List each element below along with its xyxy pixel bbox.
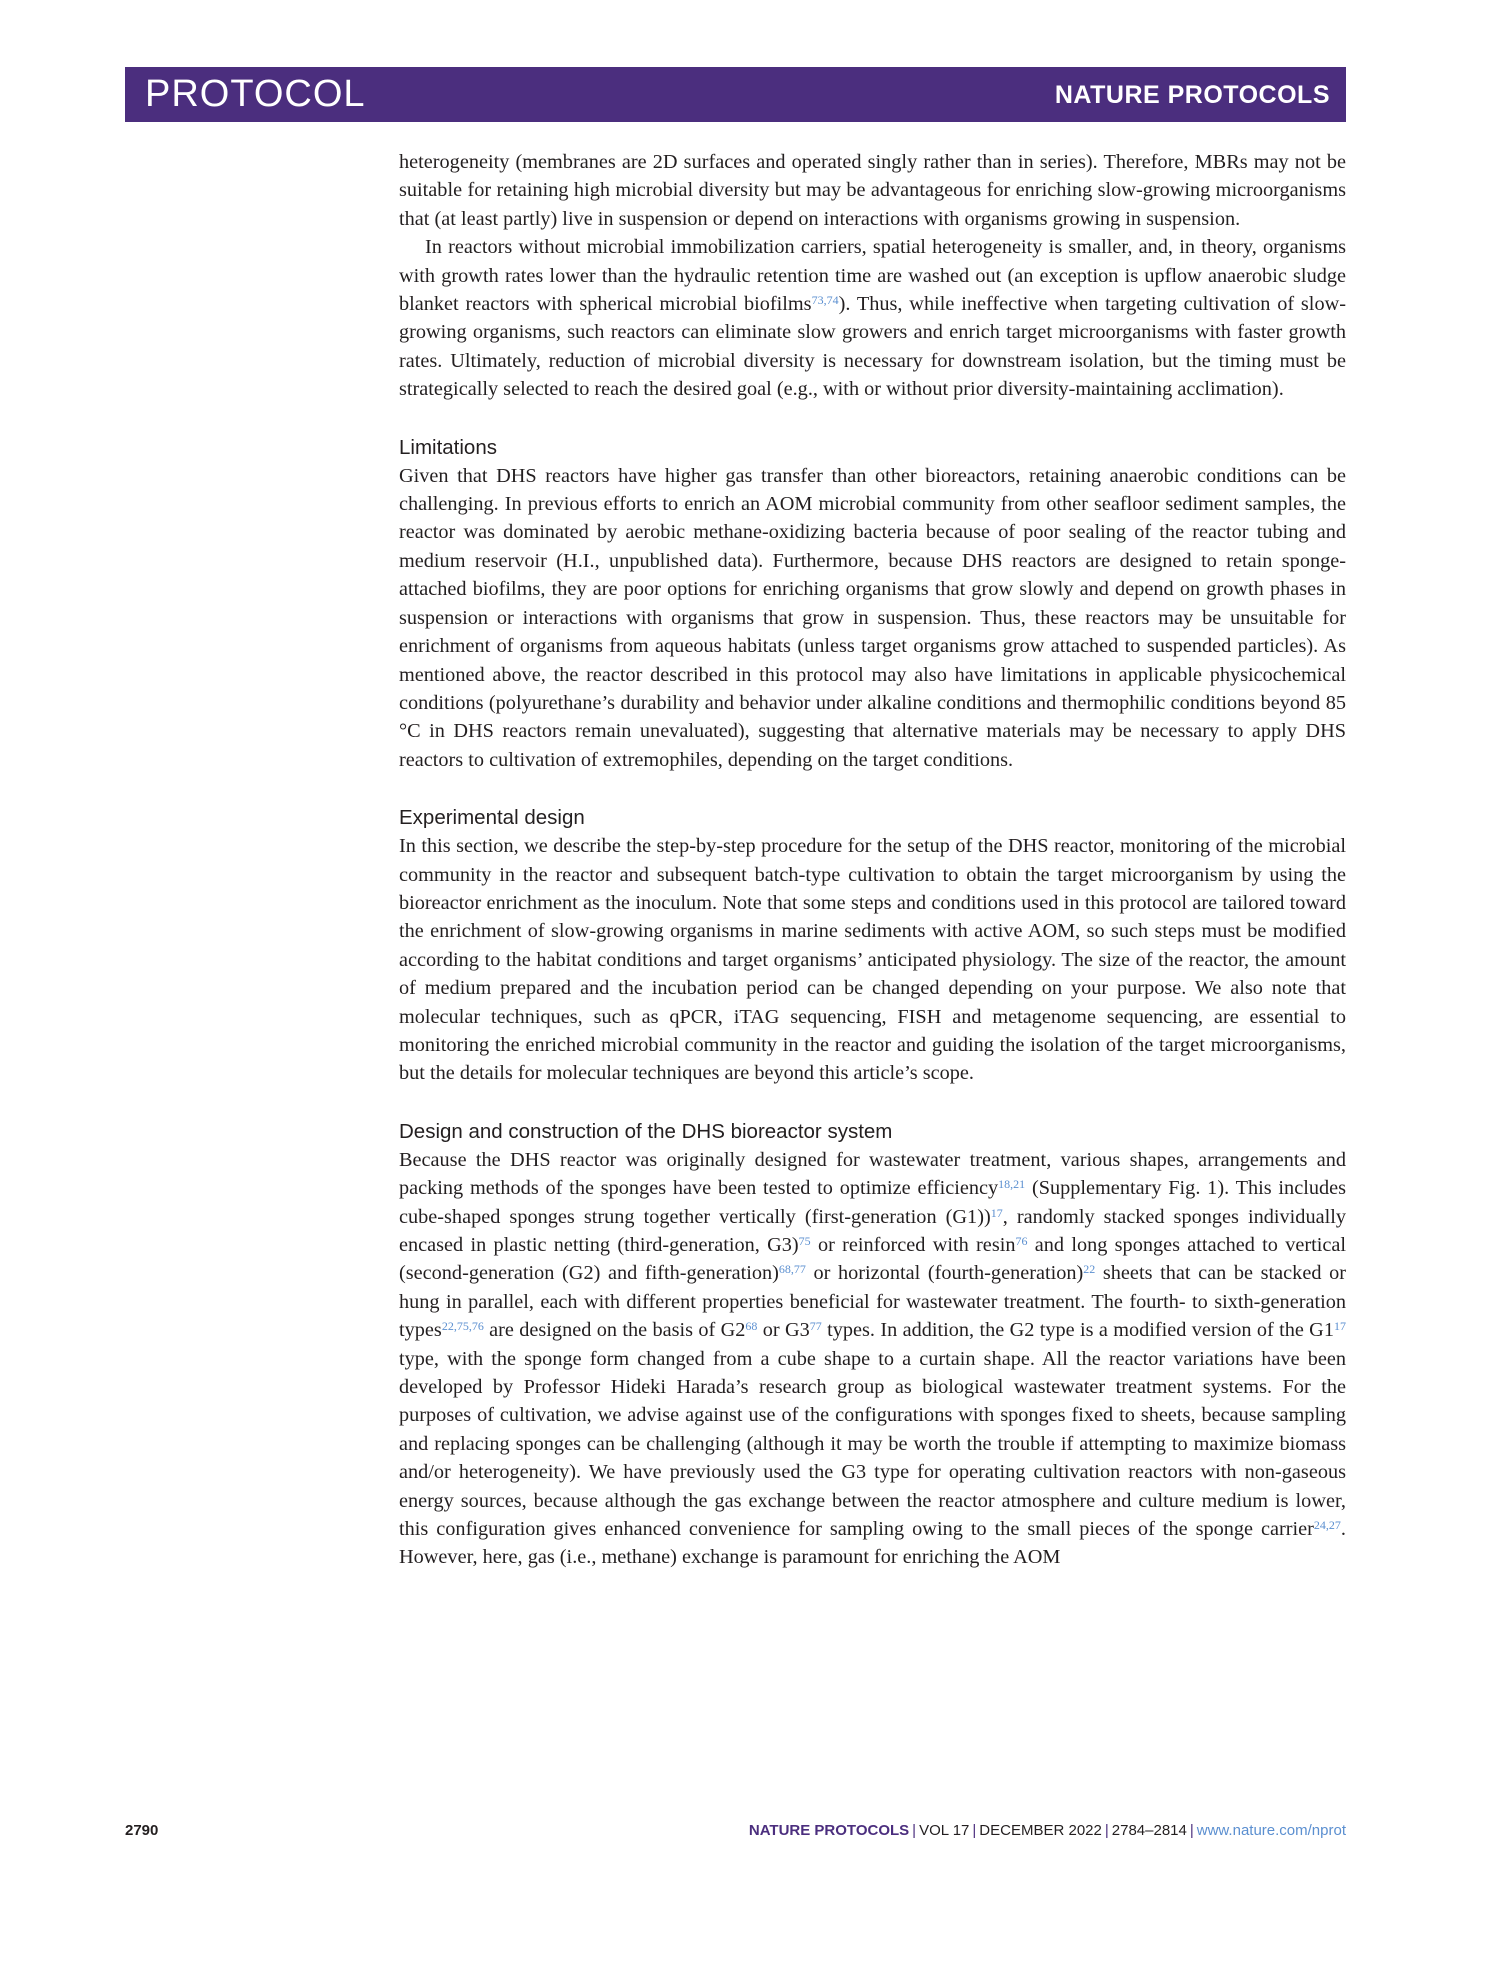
citation[interactable]: 17 [990, 1205, 1003, 1220]
text-run: and long sponges attached to vertical (second-generation (G2) and fifth-generation) [399, 1234, 1347, 1285]
section-type-label: PROTOCOL [145, 73, 366, 115]
paragraph-continued: heterogeneity (membranes are 2D surfaces and operated singly rather than in series). Therefore, MBRs may not be suitable for retaining high microbial diversity but may be advantageous for enriching slow-growing microorganisms that (at least partly) live in suspension or depend on interactions with organisms growing in suspension. [399, 151, 1346, 230]
text-run: . However, here, gas (i.e., methane) exchange is paramount for enriching the AOM [399, 1518, 1346, 1569]
citation[interactable]: 22 [1083, 1262, 1096, 1277]
citation[interactable]: 68 [745, 1319, 758, 1334]
heading-experimental-design: Experimental design [399, 806, 585, 830]
citation[interactable]: 76 [1015, 1234, 1028, 1248]
paragraph-design-construction [399, 1146, 1346, 1572]
article-body [399, 148, 1346, 1572]
header-bar [125, 67, 1346, 122]
citation[interactable]: 68,77 [778, 1262, 806, 1277]
text-run: Because the DHS reactor was originally designed for wastewater treatment, various shapes, arrangements and packing methods of the sponges have been tested to optimize efficiency [399, 1148, 1346, 1200]
text-run: or horizontal (fourth-generation) [805, 1262, 1084, 1285]
heading-limitations: Limitations [399, 435, 497, 459]
text-run: In reactors without microbial immobilization carriers, spatial heterogeneity is smaller, and, in theory, organisms with growth rates lower than the hydraulic retention time are washed out (an exception is upflow anaerobic sludge blanket reactors with spherical microbial biofilms [399, 236, 1346, 316]
paragraph-experimental-design: In this section, we describe the step-by-step procedure for the setup of the DHS reactor, monitoring of the microbial community in the reactor and subsequent batch-type cultivation to obtain the target microorganism by using the bioreactor enrichment as the inoculum. Note that some steps and conditions used in this protocol are tailored toward the enrichment of slow-growing organisms in marine sediments with active AOM, so such steps must be modified according to the habitat conditions and target organisms’ anticipated physiology. The size of the reactor, the amount of medium prepared and the incubation period can be changed depending on your purpose. We also note that molecular techniques, such as qPCR, iTAG sequencing, FISH and metagenome sequencing, are essential to monitoring the enriched microbial community in the reactor and guiding the isolation of the target microorganisms, but the details for molecular techniques are beyond this article’s scope. [399, 835, 1346, 1085]
separator: | [1189, 1822, 1194, 1839]
footer-journal: NATURE PROTOCOLS [748, 1822, 910, 1839]
page-number: 2790 [125, 1822, 159, 1839]
footer-date: DECEMBER 2022 [979, 1822, 1102, 1839]
paragraph-reactors [399, 233, 1346, 403]
page-footer [125, 1822, 1346, 1852]
footer-volume: VOL 17 [919, 1822, 970, 1839]
citation[interactable]: 17 [1333, 1319, 1346, 1334]
journal-name: NATURE PROTOCOLS [1054, 81, 1330, 109]
footer-pages: 2784–2814 [1111, 1822, 1187, 1839]
text-run: type, with the sponge form changed from a cube shape to a curtain shape. All the reactor variations have been developed by Professor Hideki Harada’s research group as biological wastewater treatment systems. For the purposes of cultivation, we advise against use of the configurations with sponges fixed to sheets, because sampling and replacing sponges can be challenging (although it may be worth the trouble if attempting to maximize biomass and/or heterogeneity). We have previously used the G3 type for operating cultivation reactors with non-gaseous energy sources, because although the gas exchange between the reactor atmosphere and culture medium is lower, this configuration gives enhanced convenience for sampling owing to the small pieces of the sponge carrier [399, 1347, 1346, 1541]
citation[interactable]: 22,75,76 [441, 1319, 484, 1334]
text-run: (Supplementary Fig. 1). This includes cube-shaped sponges strung together vertically (first-generation (G1)) [399, 1177, 1347, 1228]
citation[interactable]: 77 [809, 1319, 822, 1334]
text-run: sheets that can be stacked or hung in parallel, each with different properties beneficial for wastewater treatment. The fourth- to sixth-generation types [399, 1262, 1346, 1342]
text-run: types. In addition, the G2 type is a modified version of the G1 [821, 1319, 1334, 1342]
citation[interactable]: 75 [798, 1234, 811, 1248]
text-run: or reinforced with resin [810, 1234, 1016, 1256]
separator: | [912, 1822, 917, 1839]
footer-url-link[interactable]: www.nature.com/nprot [1196, 1822, 1346, 1839]
citation[interactable]: 24,27 [1313, 1518, 1341, 1533]
text-run: or G3 [757, 1319, 810, 1342]
text-run: ). Thus, while ineffective when targeting cultivation of slow-growing organisms, such reactors can eliminate slow growers and enrich target microorganisms with faster growth rates. Ultimately, reduction of microbial diversity is necessary for downstream isolation, but the timing must be strategically selected to reach the desired goal (e.g., with or without prior diversity-maintaining acclimation). [399, 293, 1346, 401]
heading-design-construction: Design and construction of the DHS bioreactor system [399, 1119, 893, 1143]
separator: | [1104, 1822, 1109, 1839]
footer-citation [749, 1822, 1346, 1839]
text-run: , randomly stacked sponges individually encased in plastic netting (third-generation, G3) [399, 1205, 1347, 1256]
citation[interactable]: 73,74 [811, 293, 839, 308]
text-run: are designed on the basis of G2 [483, 1319, 746, 1342]
separator: | [972, 1822, 977, 1839]
paragraph-limitations: Given that DHS reactors have higher gas transfer than other bioreactors, retaining anaerobic conditions can be challenging. In previous efforts to enrich an AOM microbial community from other seafloor sediment samples, the reactor was dominated by aerobic methane-oxidizing bacteria because of poor sealing of the reactor tubing and medium reservoir (H.I., unpublished data). Furthermore, because DHS reactors are designed to retain sponge-attached biofilms, they are poor options for enriching organisms that grow slowly and depend on growth phases in suspension or interactions with organisms that grow in suspension. Thus, these reactors may be unsuitable for enrichment of organisms from aqueous habitats (unless target organisms grow attached to suspended particles). As mentioned above, the reactor described in this protocol may also have limitations in applicable physicochemical conditions (polyurethane’s durability and behavior under alkaline conditions and thermophilic conditions beyond 85 °C in DHS reactors remain unevaluated), suggesting that alternative materials may be necessary to apply DHS reactors to cultivation of extremophiles, depending on the target conditions. [399, 464, 1346, 771]
citation[interactable]: 18,21 [998, 1177, 1026, 1192]
